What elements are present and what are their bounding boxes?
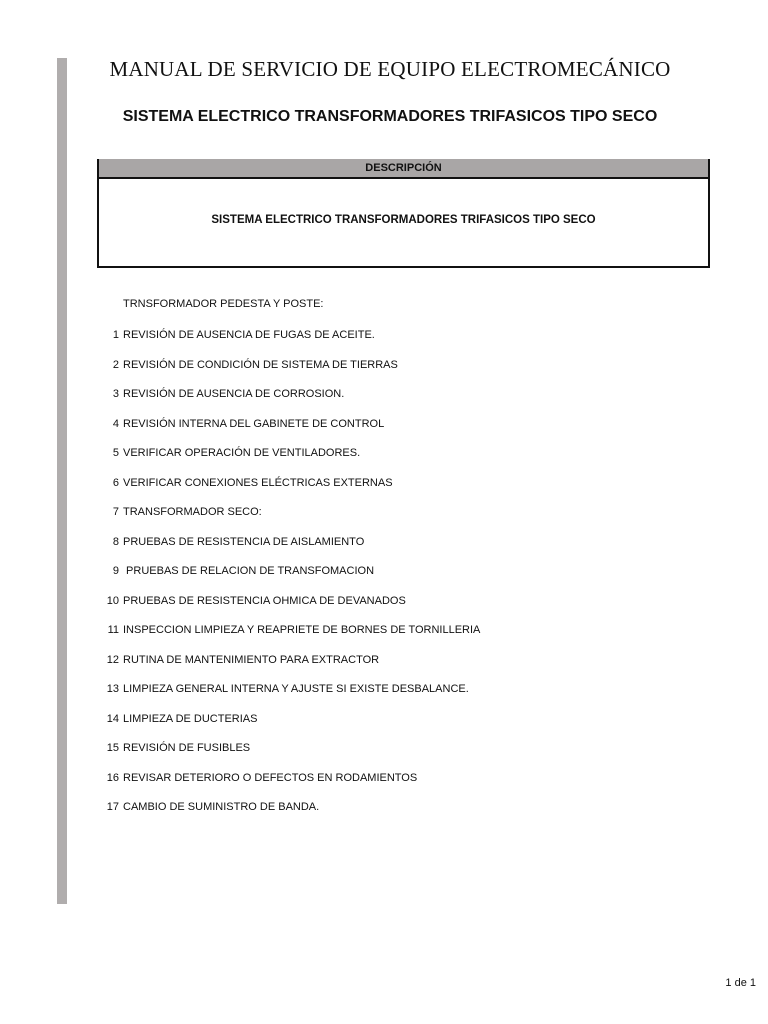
list-item [95, 740, 655, 770]
item-number: 9 [112, 565, 119, 577]
item-text: REVISIÓN DE AUSENCIA DE FUGAS DE ACEITE. [123, 329, 375, 341]
item-number: 14 [106, 712, 119, 725]
item-number: 3 [112, 388, 119, 400]
item-number: 11 [107, 624, 119, 636]
item-number: 12 [106, 653, 119, 666]
item-text: REVISIÓN DE AUSENCIA DE CORROSION. [123, 388, 345, 400]
left-margin-bar [57, 58, 67, 904]
list-item [95, 593, 655, 623]
item-text: PRUEBAS DE RELACION DE TRANSFOMACION [123, 565, 375, 577]
list-item [95, 711, 655, 741]
item-text: LIMPIEZA GENERAL INTERNA Y AJUSTE SI EXISTE DESBALANCE. [123, 683, 469, 695]
list-item [95, 681, 655, 711]
item-text: INSPECCION LIMPIEZA Y REAPRIETE DE BORNES DE TORNILLERIA [123, 624, 481, 636]
item-number: 1 [112, 329, 119, 341]
item-number: 15 [106, 742, 119, 754]
list-item [95, 445, 655, 475]
item-text: REVISIÓN DE FUSIBLES [123, 742, 251, 754]
item-text: PRUEBAS DE RESISTENCIA OHMICA DE DEVANADOS [123, 594, 406, 607]
description-box [97, 159, 710, 268]
item-number: 6 [112, 476, 119, 489]
item-number: 2 [112, 358, 119, 371]
item-number: 13 [106, 683, 119, 695]
description-header: DESCRIPCIÓN [99, 159, 708, 179]
item-text: RUTINA DE MANTENIMIENTO PARA EXTRACTOR [123, 653, 380, 666]
maintenance-list [95, 327, 655, 829]
item-text: REVISIÓN INTERNA DEL GABINETE DE CONTROL [123, 417, 385, 430]
item-text: REVISAR DETERIORO O DEFECTOS EN RODAMIENTOS [123, 771, 418, 784]
item-text: LIMPIEZA DE DUCTERIAS [123, 712, 258, 725]
list-item [95, 563, 655, 593]
page-number: 1 de 1 [725, 977, 756, 989]
description-text: SISTEMA ELECTRICO TRANSFORMADORES TRIFASICOS TIPO SECO [211, 214, 596, 226]
list-item [95, 799, 655, 829]
item-number: 4 [112, 417, 119, 430]
list-item [95, 534, 655, 564]
document-title: MANUAL DE SERVICIO DE EQUIPO ELECTROMECÁNICO [109, 57, 671, 81]
list-item [95, 357, 655, 387]
list-item [95, 416, 655, 446]
item-number: 10 [106, 594, 119, 607]
list-intro: TRNSFORMADOR PEDESTA Y POSTE: [123, 298, 324, 310]
item-number: 7 [112, 506, 119, 518]
list-item [95, 504, 655, 534]
item-text: VERIFICAR OPERACIÓN DE VENTILADORES. [123, 447, 361, 459]
item-number: 17 [106, 801, 119, 813]
item-number: 8 [112, 535, 119, 548]
document-subtitle: SISTEMA ELECTRICO TRANSFORMADORES TRIFASICOS TIPO SECO [122, 108, 658, 125]
item-text: CAMBIO DE SUMINISTRO DE BANDA. [123, 801, 320, 813]
list-item [95, 652, 655, 682]
item-text: PRUEBAS DE RESISTENCIA DE AISLAMIENTO [123, 535, 365, 548]
list-item [95, 386, 655, 416]
list-item [95, 475, 655, 505]
item-number: 16 [106, 771, 119, 784]
item-text: TRANSFORMADOR SECO: [123, 506, 262, 518]
list-item [95, 327, 655, 357]
item-text: REVISIÓN DE CONDICIÓN DE SISTEMA DE TIERRAS [123, 358, 398, 371]
list-item [95, 622, 655, 652]
item-text: VERIFICAR CONEXIONES ELÉCTRICAS EXTERNAS [123, 476, 393, 489]
list-item [95, 770, 655, 800]
item-number: 5 [112, 447, 119, 459]
